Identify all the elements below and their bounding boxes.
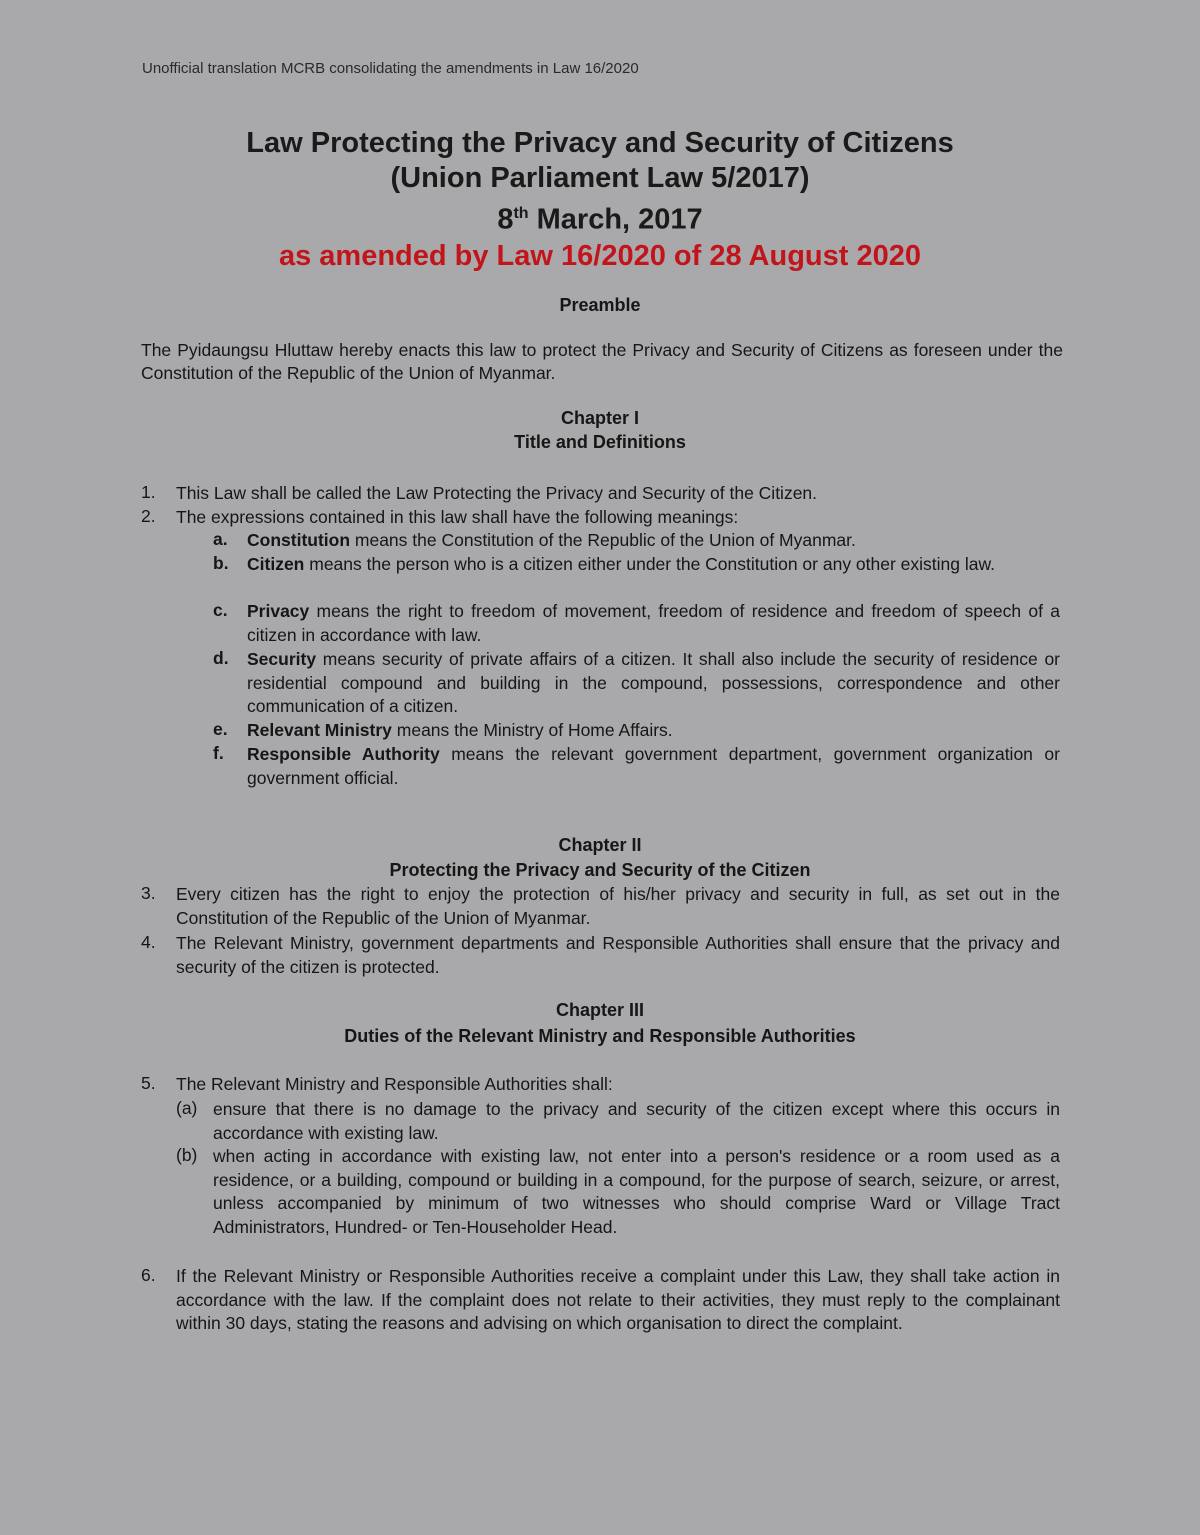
section-4-text: The Relevant Ministry, government departments and Responsible Authorities shall ensure that the privacy and security of the citizen is protected. [176, 933, 1060, 977]
chapter-1-title: Title and Definitions [514, 432, 686, 452]
definition-c-letter: c. [213, 600, 228, 620]
section-5b-letter: (b) [176, 1145, 198, 1165]
definition-f: Responsible Authority means the relevant government department, government organization or government official. [247, 744, 1060, 788]
title-block [0, 126, 1200, 274]
section-3-number: 3. [141, 883, 156, 903]
definition-e: Relevant Ministry means the Ministry of Home Affairs. [247, 720, 673, 740]
section-6-text: If the Relevant Ministry or Responsible Authorities receive a complaint under this Law, they shall take action in accordance with the law. If the complaint does not relate to their activities, they must reply to the complainant within 30 days, stating the reasons and advising on which organisation to direct the complaint. [176, 1266, 1060, 1333]
preamble-heading: Preamble [559, 295, 641, 315]
definition-a: Constitution means the Constitution of the Republic of the Union of Myanmar. [247, 530, 856, 550]
chapter-3-label: Chapter III [555, 1000, 644, 1020]
definition-d-letter: d. [213, 648, 229, 668]
section-2-number: 2. [141, 506, 156, 526]
section-5b-text: when acting in accordance with existing law, not enter into a person's residence or a room used as a residence, or a building, compound or building in a compound, for the purpose of search, seizure, or arrest, unless accompanied by minimum of two witnesses who should comprise Ward or Village Tract Administrators, Hundred- or Ten-Householder Head. [213, 1146, 1060, 1237]
definition-d: Security means security of private affairs of a citizen. It shall also include the security of residence or residential compound and building in the compound, possessions, correspondence and other communication of a citizen. [247, 649, 1060, 716]
chapter-1-label: Chapter I [560, 408, 639, 428]
definition-b-letter: b. [213, 553, 229, 573]
section-6-number: 6. [141, 1265, 156, 1285]
definition-a-letter: a. [213, 529, 228, 549]
definition-c: Privacy means the right to freedom of movement, freedom of residence and freedom of speech of a citizen in accordance with law. [247, 601, 1060, 645]
section-4-number: 4. [141, 932, 156, 952]
preamble-text: The Pyidaungsu Hluttaw hereby enacts this law to protect the Privacy and Security of Citizens as foreseen under the Constitution of the Republic of the Union of Myanmar. [141, 340, 1063, 383]
translation-note: Unofficial translation MCRB consolidating the amendments in Law 16/2020 [142, 60, 639, 77]
section-5-text: The Relevant Ministry and Responsible Authorities shall: [176, 1074, 613, 1094]
section-1-text: This Law shall be called the Law Protecting the Privacy and Security of the Citizen. [176, 483, 818, 503]
law-number: (Union Parliament Law 5/2017) [390, 162, 810, 194]
law-title: Law Protecting the Privacy and Security of Citizens [246, 127, 954, 159]
chapter-3-title: Duties of the Relevant Ministry and Responsible Authorities [344, 1026, 856, 1046]
amendment-note: as amended by Law 16/2020 of 28 August 2020 [278, 239, 922, 272]
chapter-2-title: Protecting the Privacy and Security of the Citizen [389, 860, 811, 880]
section-5a-text: ensure that there is no damage to the privacy and security of the citizen except where this occurs in accordance with existing law. [213, 1099, 1060, 1143]
law-date: 8th March, 2017 [497, 203, 703, 236]
chapter-2-label: Chapter II [558, 835, 642, 855]
section-5a-letter: (a) [176, 1098, 198, 1118]
definition-f-letter: f. [213, 743, 224, 763]
definition-b: Citizen means the person who is a citizen either under the Constitution or any other existing law. [247, 554, 996, 574]
section-1-number: 1. [141, 482, 156, 502]
definition-e-letter: e. [213, 719, 228, 739]
section-2-text: The expressions contained in this law shall have the following meanings: [176, 507, 739, 527]
section-3-text: Every citizen has the right to enjoy the protection of his/her privacy and security in full, as set out in the Constitution of the Republic of the Union of Myanmar. [176, 884, 1060, 928]
section-5-number: 5. [141, 1073, 156, 1093]
